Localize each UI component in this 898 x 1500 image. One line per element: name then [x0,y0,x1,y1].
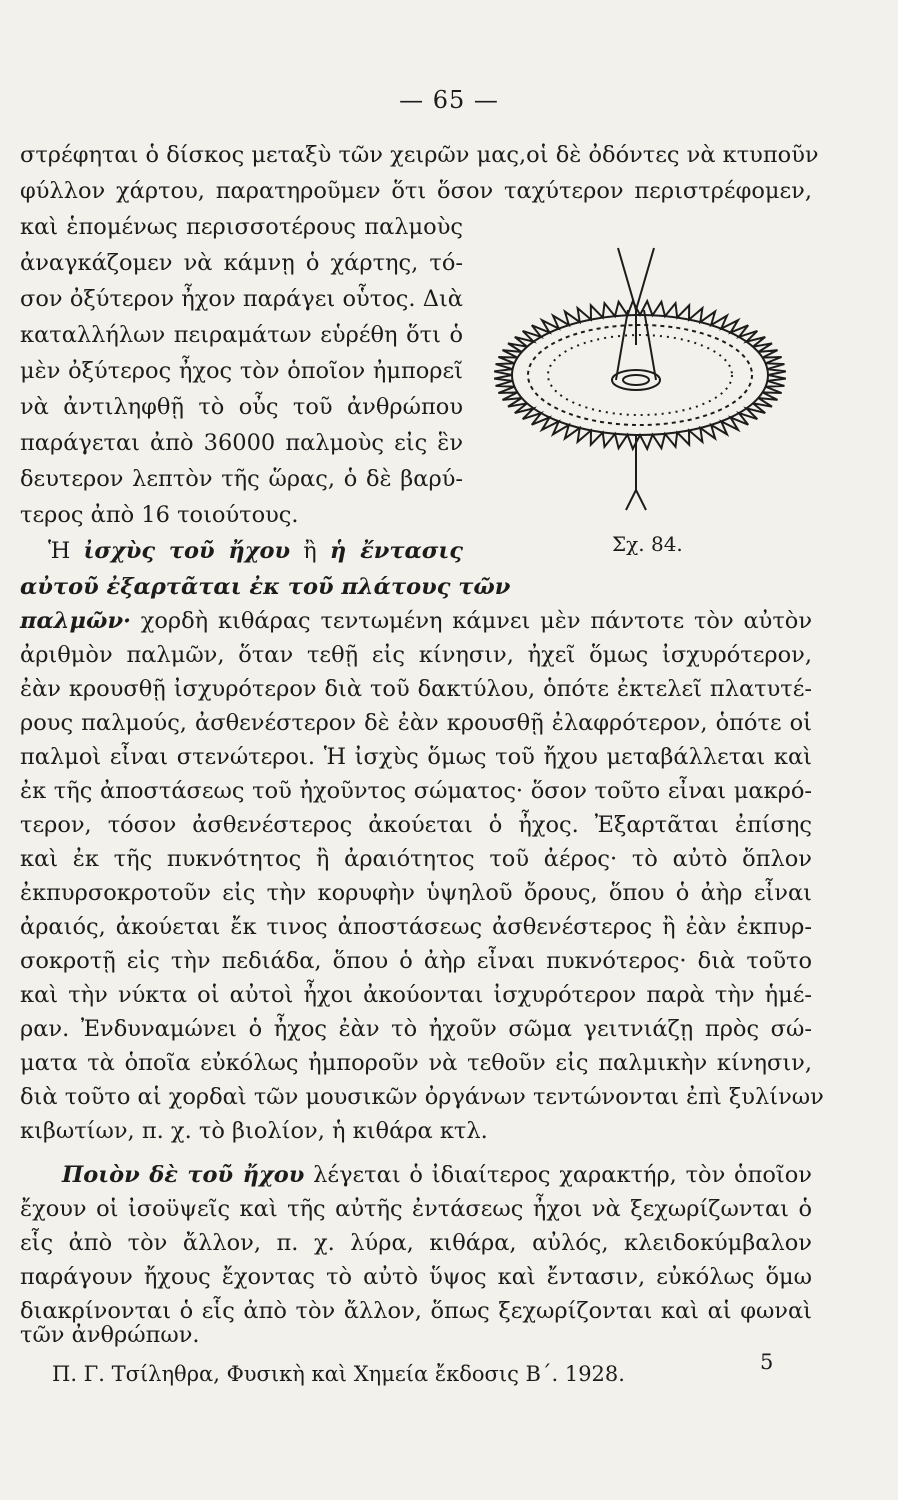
text-line: ἐκ τῆς ἀποστάσεως τοῦ ἠχοῦντος σώματος· ὅσον τοῦτο εἶναι μακρό- [20,778,812,804]
bold-term: ἡ ἔντασις [329,538,463,564]
text-line [62,1160,812,1190]
signature-number: 5 [760,1350,774,1374]
text-line: τερον, τόσον ἀσθενέστερος ἀκούεται ὁ ἦχος. Ἐξαρτᾶται ἐπίσης [20,812,812,838]
text-line: καὶ ἐκ τῆς πυκνότητος ἢ ἀραιότητος τοῦ ἀέρος· τὸ αὐτὸ ὅπλον [20,846,812,872]
text-line: διακρίνονται ὁ εἷς ἀπὸ τὸν ἄλλον, ὅπως ξεχωρίζονται καὶ αἱ φωναὶ [20,1298,812,1324]
text-line: δευτερον λεπτὸν τῆς ὥρας, ὁ δὲ βαρύ- [20,466,463,492]
text-line: εἷς ἀπὸ τὸν ἄλλον, π. χ. λύρα, κιθάρα, αὐλός, κλειδοκύμβαλον [20,1230,812,1256]
text-line [48,536,463,566]
text-line: ραν. Ἐνδυναμώνει ὁ ἦχος ἐὰν τὸ ἠχοῦν σῶμα γειτνιάζῃ πρὸς σώ- [20,1016,812,1042]
text-run: Ἡ [48,538,84,564]
bold-term: παλμῶν· [20,608,131,634]
text-line: σον ὀξύτερον ἦχον παράγει οὗτος. Διὰ [20,286,463,312]
text-run: χορδὴ κιθάρας τεντωμένη κάμνει μὲν πάντοτε τὸν αὐτὸν [130,608,812,634]
text-line: τερος ἀπὸ 16 τοιούτους. [20,502,299,528]
text-line: στρέφηται ὁ δίσκος μεταξὺ τῶν χειρῶν μας,οἱ δὲ ὀδόντες νὰ κτυποῦν [20,142,819,168]
bold-line: αὐτοῦ ἐξαρτᾶται ἐκ τοῦ πλάτους τῶν [20,574,511,600]
text-line: ἔχουν οἱ ἰσοϋψεῖς καὶ τῆς αὐτῆς ἐντάσεως ἦχοι νὰ ξεχωρίζωνται ὁ [20,1196,812,1222]
text-line: παλμοὶ εἶναι στενώτεροι. Ἡ ἰσχὺς ὅμως τοῦ ἤχου μεταβάλλεται καὶ [20,744,812,770]
text-line: καὶ τὴν νύκτα οἱ αὐτοὶ ἦχοι ἀκούονται ἰσχυρότερον παρὰ τὴν ἡμέ- [20,982,812,1008]
text-line: ρους παλμούς, ἀσθενέστερον δὲ ἐὰν κρουσθῇ ἐλαφρότερον, ὁπότε οἱ [20,710,812,736]
text-line: παράγεται ἀπὸ 36000 παλμοὺς εἰς ἓν [20,430,463,456]
bold-term: ἰσχὺς τοῦ ἤχου [83,538,291,564]
text-line: νὰ ἀντιληφθῇ τὸ οὖς τοῦ ἀνθρώπου [20,394,463,420]
text-line: καταλλήλων πειραμάτων εὑρέθη ὅτι ὁ [20,322,463,348]
text-line: παράγουν ἤχους ἔχοντας τὸ αὐτὸ ὕψος καὶ ἔντασιν, εὐκόλως ὅμω [20,1264,812,1290]
text-line: καὶ ἑπομένως περισσοτέρους παλμοὺς [20,214,463,240]
text-line: ἐκπυρσοκροτοῦν εἰς τὴν κορυφὴν ὑψηλοῦ ὄρους, ὅπου ὁ ἀὴρ εἶναι [20,880,812,906]
text-line: ἀριθμὸν παλμῶν, ὅταν τεθῇ εἰς κίνησιν, ἠχεῖ ὅμως ἰσχυρότερον, [20,642,812,668]
text-line: κιβωτίων, π. χ. τὸ βιολίον, ἡ κιθάρα κτλ. [20,1118,488,1144]
text-line: σοκροτῇ εἰς τὴν πεδιάδα, ὅπου ὁ ἀὴρ εἶναι πυκνότερος· διὰ τοῦτο [20,948,812,974]
text-line: ματα τὰ ὁποῖα εὐκόλως ἠμποροῦν νὰ τεθοῦν εἰς παλμικὴν κίνησιν, [20,1050,812,1076]
text-line: ἀραιός, ἀκούεται ἔκ τινος ἀποστάσεως ἀσθενέστερος ἢ ἐὰν ἐκπυρ- [20,914,812,940]
text-line [20,606,812,636]
figure-caption: Σχ. 84. [612,532,683,556]
bold-term: Ποιὸν δὲ τοῦ ἤχου [62,1162,305,1188]
text-run: ἢ [290,538,330,564]
text-line: ἀναγκάζομεν νὰ κάμνῃ ὁ χάρτης, τό- [20,250,463,276]
text-line: φύλλον χάρτου, παρατηροῦμεν ὅτι ὅσον ταχύτερον περιστρέφομεν, [20,178,812,204]
text-line: διὰ τοῦτο αἱ χορδαὶ τῶν μουσικῶν ὀργάνων τεντώνονται ἐπὶ ξυλίνων [20,1084,824,1110]
footer-imprint: Π. Γ. Τσίληθρα, Φυσικὴ καὶ Χημεία ἔκδοσις Β΄. 1928. [52,1362,625,1386]
text-run: λέγεται ὁ ἰδιαίτερος χαρακτήρ, τὸν ὁποῖον [304,1162,812,1188]
toothed-disk-figure [490,240,795,520]
text-line: ἐὰν κρουσθῇ ἰσχυρότερον διὰ τοῦ δακτύλου, ὁπότε ἐκτελεῖ πλατυτέ- [20,676,812,702]
page-number: — 65 — [399,86,499,114]
text-line: μὲν ὀξύτερος ἦχος τὸν ὁποῖον ἠμπορεῖ [20,358,463,384]
text-line: τῶν ἀνθρώπων. [20,1322,200,1348]
